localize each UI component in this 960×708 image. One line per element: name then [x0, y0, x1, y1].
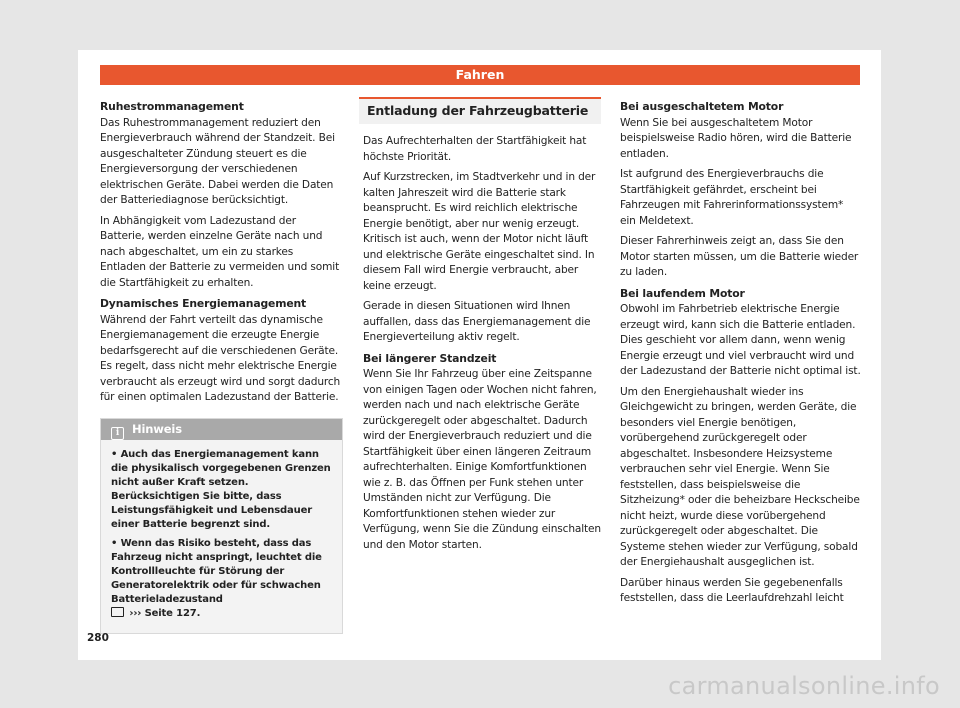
paragraph: Das Ruhestrommanagement reduziert den Energieverbrauch während der Standzeit. Bei ausgeschalteter Zündung steuert es die Energieversorgung der verschiedenen elektrischen Geräte. Dabei werden die Daten der Batteriediagnose berücksichtigt. — [100, 116, 335, 206]
watermark: carmanualsonline.info — [668, 672, 940, 700]
note-item-text: Auch das Energiemanagement kann die physikalisch vorgegebenen Grenzen nicht außer Kraft setzen. Berücksichtigen Sie bitte, dass Leistungsfähigkeit und Lebensdauer einer Batterie begrenzt sind. — [111, 448, 331, 530]
paragraph: Während der Fahrt verteilt das dynamische Energiemanagement die erzeugte Energie bedarfsgerecht auf die verschiedenen Geräte. Es regelt, dass nicht mehr elektrische Energie verbraucht als erzeugt wird und sorgt dadurch für einen optimalen Ladezustand der Batterie. — [100, 313, 341, 403]
page-number: 280 — [87, 632, 109, 644]
chapter-header — [100, 65, 860, 85]
note-item-text: Wenn das Risiko besteht, dass das Fahrzeug nicht anspringt, leuchtet die Kontrollleuchte für Störung der Generatorelektrik oder für schwachen Batterieladezustand — [111, 537, 322, 605]
note-title: Hinweis — [132, 421, 182, 436]
chapter-title: Fahren — [455, 67, 505, 82]
note-item — [111, 448, 332, 532]
heading-ausgeschalteter-motor: Bei ausgeschaltetem Motor — [620, 100, 784, 113]
paragraph: Auf Kurzstrecken, im Stadtverkehr und in der kalten Jahreszeit wird die Batterie stark beansprucht. Es wird reichlich elektrische Energie benötigt, aber nur wenig erzeugt. Kritisch ist auch, wenn der Motor nicht läuft und elektrische Geräte eingeschaltet sind. In diesem Fall wird Energie verbraucht, aber keine erzeugt. — [363, 171, 596, 292]
section-title: Entladung der Fahrzeugbatterie — [359, 97, 601, 124]
book-icon — [111, 607, 124, 617]
heading-dynamisches-energiemanagement: Dynamisches Energiemanagement — [100, 297, 307, 310]
column-middle — [359, 97, 601, 558]
paragraph: Das Aufrechterhalten der Startfähigkeit hat höchste Priorität. — [363, 135, 587, 163]
paragraph: Wenn Sie bei ausgeschaltetem Motor beispielsweise Radio hören, wird die Batterie entladen. — [620, 116, 852, 160]
paragraph: Dieser Fahrerhinweis zeigt an, dass Sie den Motor starten müssen, um die Batterie wieder zu laden. — [620, 235, 859, 278]
note-item — [111, 537, 332, 621]
note-list — [111, 448, 332, 621]
paragraph: Um den Energiehaushalt wieder ins Gleichgewicht zu bringen, werden Geräte, die besonders viel Energie benötigen, vorübergehend zurückgeregelt oder abgeschaltet. Insbesondere Heizsysteme verbrauchen sehr viel Energie. Wenn Sie feststellen, dass beispielsweise die Sitzheizung* oder die beheizbare Heckscheibe nicht heizt, wurde diese vorübergehend zurückgeregelt oder abgeschaltet. Die Systeme stehen wieder zur Verfügung, sobald der Energiehaushalt ausgeglichen ist. — [620, 385, 860, 568]
paragraph: Darüber hinaus werden Sie gegebenenfalls feststellen, dass die Leerlaufdrehzahl leicht — [620, 576, 844, 604]
heading-laengere-standzeit: Bei längerer Standzeit — [363, 351, 497, 365]
info-icon: i — [111, 427, 124, 440]
paragraph: Gerade in diesen Situationen wird Ihnen auffallen, dass das Energiemanagement die Energieverteilung aktiv regelt. — [363, 300, 591, 343]
paragraph: Obwohl im Fahrbetrieb elektrische Energie erzeugt wird, kann sich die Batterie entladen. Dies geschieht vor allem dann, wenn wenig Energie erzeugt und viel verbraucht wird und der Ladezustand der Batterie nicht optimal ist. — [620, 303, 861, 377]
section-body — [359, 134, 601, 553]
paragraph: In Abhängigkeit vom Ladezustand der Batterie, werden einzelne Geräte nach und nach abgeschaltet, um ein zu starkes Entladen der Batterie zu vermeiden und somit die Startfähigkeit zu erhalten. — [100, 214, 340, 289]
column-right — [620, 99, 862, 612]
paragraph: Wenn Sie Ihr Fahrzeug über eine Zeitspanne von einigen Tagen oder Wochen nicht fahren, werden nach und nach elektrische Geräte zurückgeregelt oder abgeschaltet. Dadurch wird der Energieverbrauch reduziert und die Startfähigkeit über einen längeren Zeitraum aufrechterhalten. Einige Komfortfunktionen wie z. B. das Öffnen per Funk stehen unter Umständen nicht zur Verfügung. Die Komfortfunktionen stehen wieder zur Verfügung, wenn Sie die Zündung einschalten und den Motor starten. — [363, 368, 601, 551]
paragraph: Ist aufgrund des Energieverbrauchs die Startfähigkeit gefährdet, erscheint bei Fahrzeugen mit Fahrerinformationssystem* ein Meldetext. — [620, 168, 844, 227]
note-header — [101, 419, 342, 440]
page-reference-link[interactable]: ››› Seite 127. — [129, 607, 201, 619]
heading-laufender-motor: Bei laufendem Motor — [620, 286, 745, 300]
note-box — [100, 418, 343, 634]
heading-ruhestrommanagement: Ruhestrommanagement — [100, 100, 244, 113]
column-left — [100, 99, 342, 634]
note-body — [101, 440, 342, 633]
